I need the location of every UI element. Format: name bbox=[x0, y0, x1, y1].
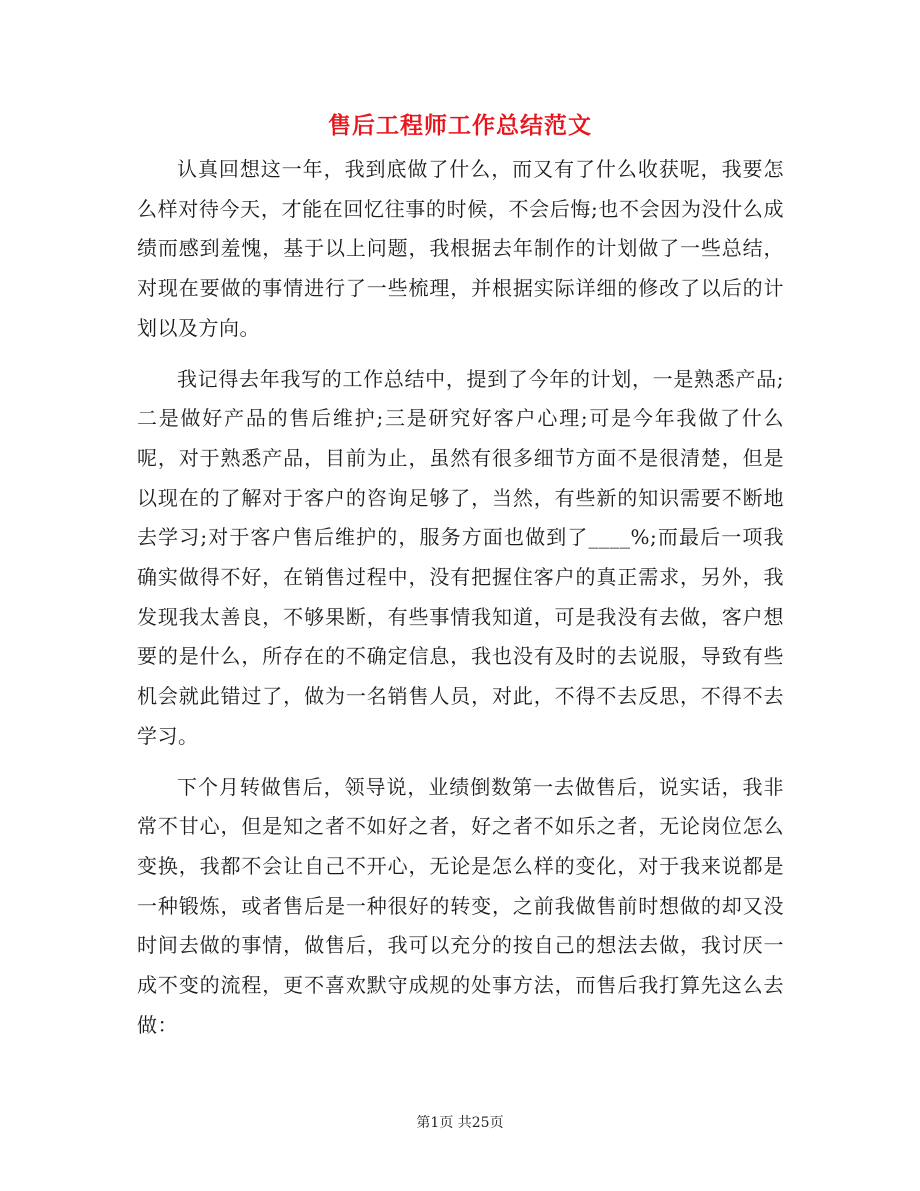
page-number: 第1页 共25页 bbox=[416, 1115, 504, 1131]
paragraph-2: 我记得去年我写的工作总结中，提到了今年的计划，一是熟悉产品;二是做好产品的售后维护;三是研究好客户心理;可是今年我做了什么呢，对于熟悉产品，目前为止，虽然有很多细节方面不是很清楚，但是以现在的了解对于客户的咨询足够了，当然，有些新的知识需要不断地去学习;对于客户售后维护的，服务方面也做到了____%;而最后一项我确实做得不好，在销售过程中，没有把握住客户的真正需求，另外，我发现我太善良，不够果断，有些事情我知道，可是我没有去做，客户想要的是什么，所存在的不确定信息，我也没有及时的去说服，导致有些机会就此错过了，做为一名销售人员，对此，不得不去反思，不得不去学习。 bbox=[137, 366, 784, 748]
document-title: 售后工程师工作总结范文 bbox=[328, 112, 592, 139]
paragraph-3: 下个月转做售后，领导说，业绩倒数第一去做售后，说实话，我非常不甘心，但是知之者不如好之者，好之者不如乐之者，无论岗位怎么变换，我都不会让自己不开心，无论是怎么样的变化，对于我来说都是一种锻炼，或者售后是一种很好的转变，之前我做售前时想做的却又没时间去做的事情，做售后，我可以充分的按自己的想法去做，我讨厌一成不变的流程，更不喜欢默守成规的处事方法，而售后我打算先这么去做： bbox=[137, 774, 784, 1037]
paragraph-1: 认真回想这一年，我到底做了什么，而又有了什么收获呢，我要怎么样对待今天，才能在回忆往事的时候，不会后悔;也不会因为没什么成绩而感到羞愧，基于以上问题，我根据去年制作的计划做了一些总结，对现在要做的事情进行了一些梳理，并根据实际详细的修改了以后的计划以及方向。 bbox=[137, 157, 784, 340]
document-body bbox=[137, 150, 784, 1056]
